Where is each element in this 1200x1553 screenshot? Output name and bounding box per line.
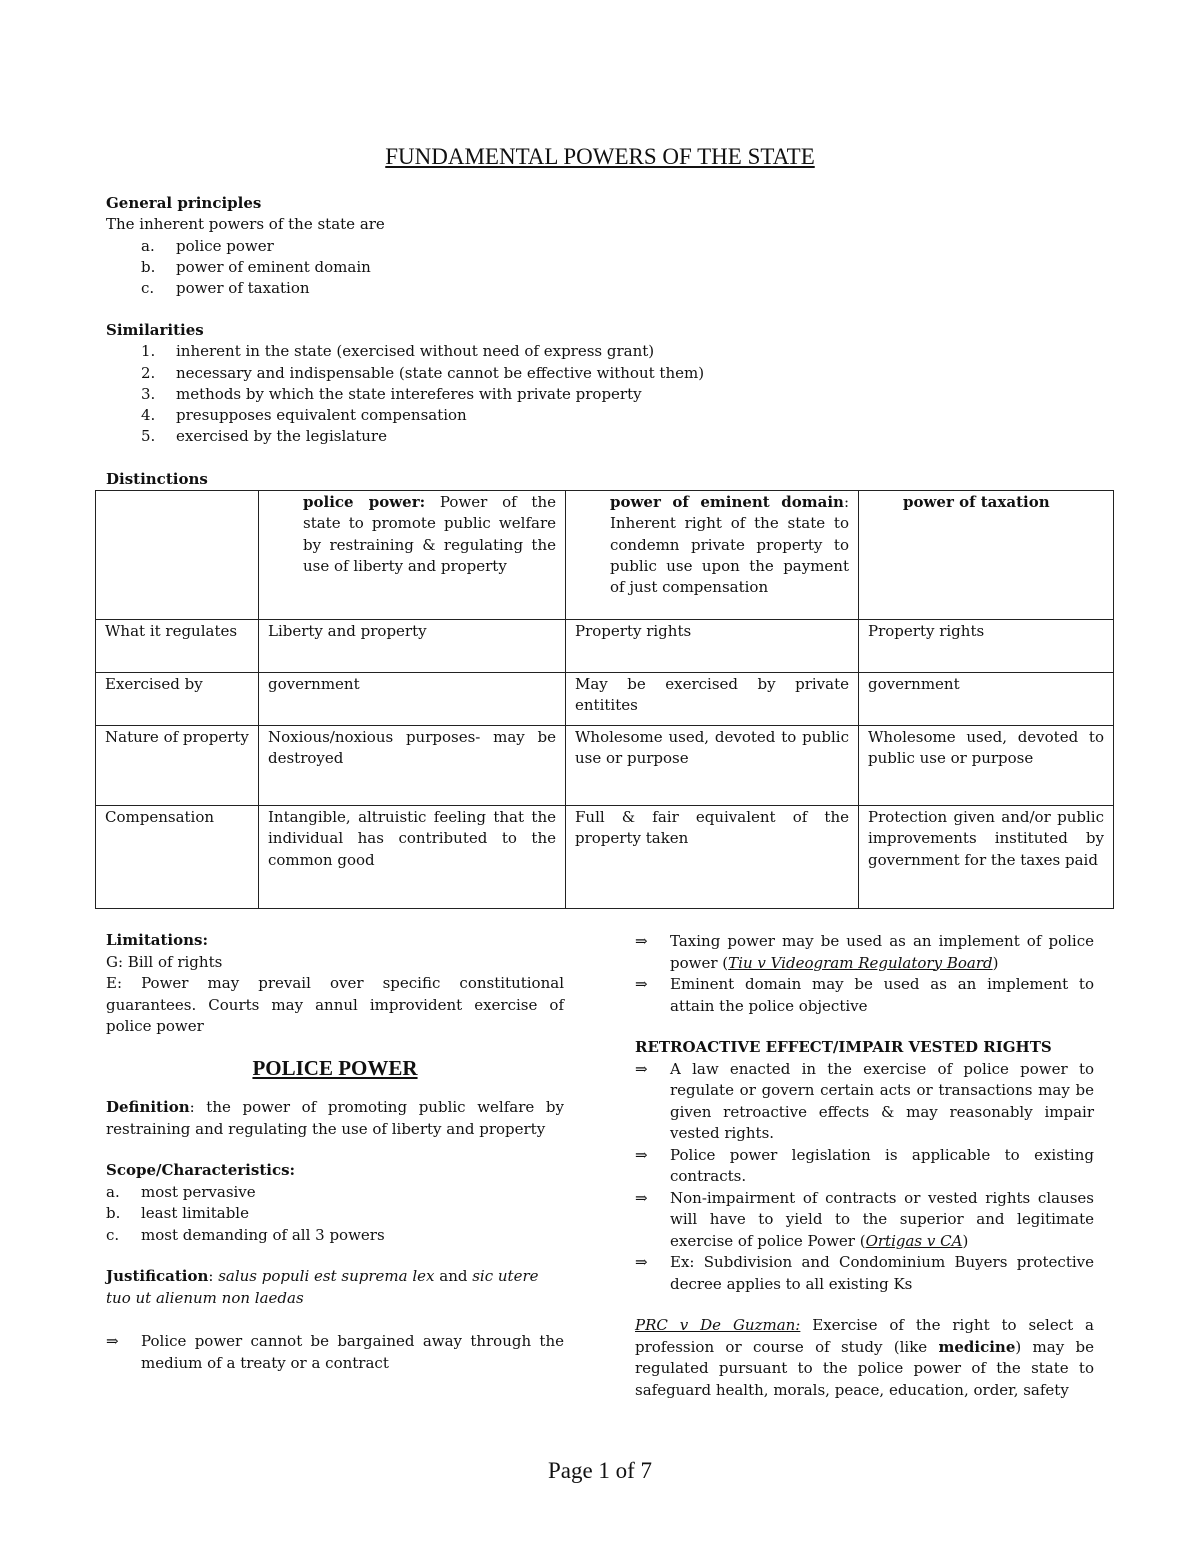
justification-term: Justification (106, 1267, 209, 1285)
police-power-bullet (106, 1331, 564, 1374)
table-row (96, 726, 1114, 806)
limitations-exception: E: Power may prevail over specific constitutional guarantees. Courts may annul improvident exercise of police power (106, 974, 564, 1035)
paragraph-text: Exercise of the right to select a profession or course of study (like (635, 1316, 1094, 1356)
table-cell: Wholesome used, devoted to public use or purpose (859, 726, 1114, 806)
retroactive-heading: RETROACTIVE EFFECT/IMPAIR VESTED RIGHTS (635, 1038, 1052, 1056)
list-item (106, 1225, 564, 1247)
similarities-section (106, 320, 1106, 448)
table-cell: Intangible, altruistic feeling that the individual has contributed to the common good (259, 806, 566, 909)
police-power-definition: Power of the state to promote public welfare by restraining & regulating the use of liberty and property (303, 493, 556, 575)
list-marker: 5. (141, 427, 156, 446)
retroactive-bullet (635, 1145, 1094, 1188)
limitations-general: G: Bill of rights (106, 952, 223, 971)
eminent-domain-term: power of eminent domain (610, 493, 844, 511)
list-item (106, 405, 1106, 426)
definition-term: Definition (106, 1098, 190, 1116)
table-cell: Property rights (566, 620, 859, 673)
row-label: What it regulates (96, 620, 259, 673)
list-item-text: most demanding of all 3 powers (141, 1225, 385, 1244)
list-item (106, 426, 1106, 447)
table-cell: government (259, 673, 566, 726)
table-cell (96, 491, 259, 620)
right-column (635, 931, 1094, 1401)
row-label: Exercised by (96, 673, 259, 726)
police-power-heading: POLICE POWER (252, 1055, 418, 1080)
definition-paragraph (106, 1097, 564, 1140)
retroactive-bullet (635, 1188, 1094, 1253)
similarities-list (106, 341, 1106, 447)
table-header-row (96, 491, 1114, 620)
bullet-text-end: ) (992, 953, 999, 972)
arrow-icon: ⇒ (106, 1332, 119, 1350)
list-item-text: methods by which the state intereferes with private property (176, 384, 642, 403)
bullet-text: Ex: Subdivision and Condominium Buyers protective decree applies to all existing Ks (670, 1253, 1094, 1293)
case-citation: Ortigas v CA (865, 1231, 963, 1250)
retroactive-bullet (635, 1059, 1094, 1145)
general-principles-section (106, 193, 1106, 299)
justification-and: and (434, 1267, 473, 1285)
table-row (96, 806, 1114, 909)
distinctions-table (95, 490, 1114, 909)
limitations-heading: Limitations: (106, 931, 208, 949)
arrow-icon: ⇒ (635, 932, 648, 950)
list-marker: a. (106, 1182, 120, 1201)
list-item-text: inherent in the state (exercised without need of express grant) (176, 342, 655, 361)
list-item (106, 236, 1106, 257)
list-marker: b. (141, 257, 156, 276)
inherent-powers-list (106, 236, 1106, 300)
retroactive-bullet (635, 1252, 1094, 1295)
distinctions-heading: Distinctions (106, 470, 208, 488)
justification-maxim-2: sic utere tuo ut alienum non laedas (106, 1267, 539, 1307)
list-item (106, 257, 1106, 278)
table-cell: May be exercised by private entitites (566, 673, 859, 726)
list-item-text: necessary and indispensable (state cannot be effective without them) (176, 363, 705, 382)
list-item-text: exercised by the legislature (176, 427, 387, 446)
taxing-power-bullet (635, 931, 1094, 974)
arrow-icon: ⇒ (635, 1188, 648, 1207)
bullet-text: Police power cannot be bargained away through the medium of a treaty or a contract (141, 1332, 564, 1372)
bullet-text: Police power legislation is applicable to existing contracts. (670, 1145, 1094, 1185)
list-item-text: presupposes equivalent compensation (176, 406, 467, 425)
table-cell: Property rights (859, 620, 1114, 673)
list-marker: 1. (141, 342, 156, 361)
justification-colon: : (208, 1267, 219, 1285)
list-item-text: power of eminent domain (176, 257, 371, 276)
list-item-text: most pervasive (141, 1182, 256, 1201)
similarities-heading: Similarities (106, 321, 204, 339)
table-cell: Noxious/noxious purposes- may be destroyed (259, 726, 566, 806)
prc-paragraph (635, 1315, 1094, 1401)
table-cell (859, 491, 1114, 620)
general-principles-intro: The inherent powers of the state are (106, 215, 385, 234)
list-item (106, 341, 1106, 362)
list-item (106, 1203, 564, 1225)
scope-list (106, 1182, 564, 1247)
justification-paragraph (106, 1266, 564, 1309)
eminent-domain-bullet (635, 974, 1094, 1017)
row-label: Nature of property (96, 726, 259, 806)
table-cell (566, 491, 859, 620)
bullet-text: Non-impairment of contracts or vested rights clauses will have to yield to the superior and legitimate exercise of police Power ( (670, 1188, 1094, 1250)
table-cell: Full & fair equivalent of the property taken (566, 806, 859, 909)
left-column (106, 930, 564, 1374)
table-row (96, 620, 1114, 673)
list-item (106, 1182, 564, 1204)
general-principles-heading: General principles (106, 194, 262, 212)
taxation-term: power of taxation (903, 493, 1050, 511)
table-cell: Protection given and/or public improvements instituted by government for the taxes paid (859, 806, 1114, 909)
list-marker: 3. (141, 384, 156, 403)
paragraph-text: ) may be regulated pursuant to the police power of the state to safeguard health, morals, peace, education, order, safety (635, 1337, 1094, 1399)
bullet-text: Taxing power may be used as an implement of police power ( (670, 932, 1094, 972)
list-item-text: power of taxation (176, 279, 310, 298)
page-number: Page 1 of 7 (547, 1458, 653, 1483)
table-cell (259, 491, 566, 620)
list-marker: 2. (141, 363, 156, 382)
row-label: Compensation (96, 806, 259, 909)
case-citation: Tiu v Videogram Regulatory Board (728, 953, 993, 972)
list-item-text: least limitable (141, 1204, 249, 1222)
emphasis-medicine: medicine (938, 1337, 1016, 1356)
list-marker: c. (141, 279, 155, 298)
police-power-term: police power: (303, 493, 426, 511)
list-item (106, 363, 1106, 384)
table-cell: Liberty and property (259, 620, 566, 673)
list-marker: c. (106, 1225, 120, 1244)
eminent-domain-definition: : Inherent right of the state to condemn private property to public use upon the payment of just compensation (610, 493, 849, 597)
table-cell: Wholesome used, devoted to public use or purpose (566, 726, 859, 806)
page-title: FUNDAMENTAL POWERS OF THE STATE (385, 144, 815, 169)
list-marker: a. (141, 236, 155, 255)
table-cell: government (859, 673, 1114, 726)
list-marker: b. (106, 1204, 121, 1222)
justification-maxim-1: salus populi est suprema lex (218, 1267, 435, 1285)
arrow-icon: ⇒ (635, 1059, 648, 1078)
bullet-text: A law enacted in the exercise of police power to regulate or govern certain acts or transactions may be given retroactive effects & may reasonably impair vested rights. (670, 1059, 1094, 1142)
list-item-text: police power (176, 236, 274, 255)
case-citation: PRC v De Guzman: (635, 1316, 801, 1334)
arrow-icon: ⇒ (635, 1145, 648, 1164)
arrow-icon: ⇒ (635, 975, 648, 993)
scope-heading: Scope/Characteristics: (106, 1161, 296, 1179)
bullet-text: Eminent domain may be used as an implement to attain the police objective (670, 975, 1094, 1015)
arrow-icon: ⇒ (635, 1253, 648, 1271)
list-marker: 4. (141, 406, 156, 425)
table-row (96, 673, 1114, 726)
list-item (106, 278, 1106, 299)
list-item (106, 384, 1106, 405)
definition-text: : the power of promoting public welfare by restraining and regulating the use of liberty and property (106, 1098, 564, 1138)
bullet-text-end: ) (962, 1231, 969, 1250)
